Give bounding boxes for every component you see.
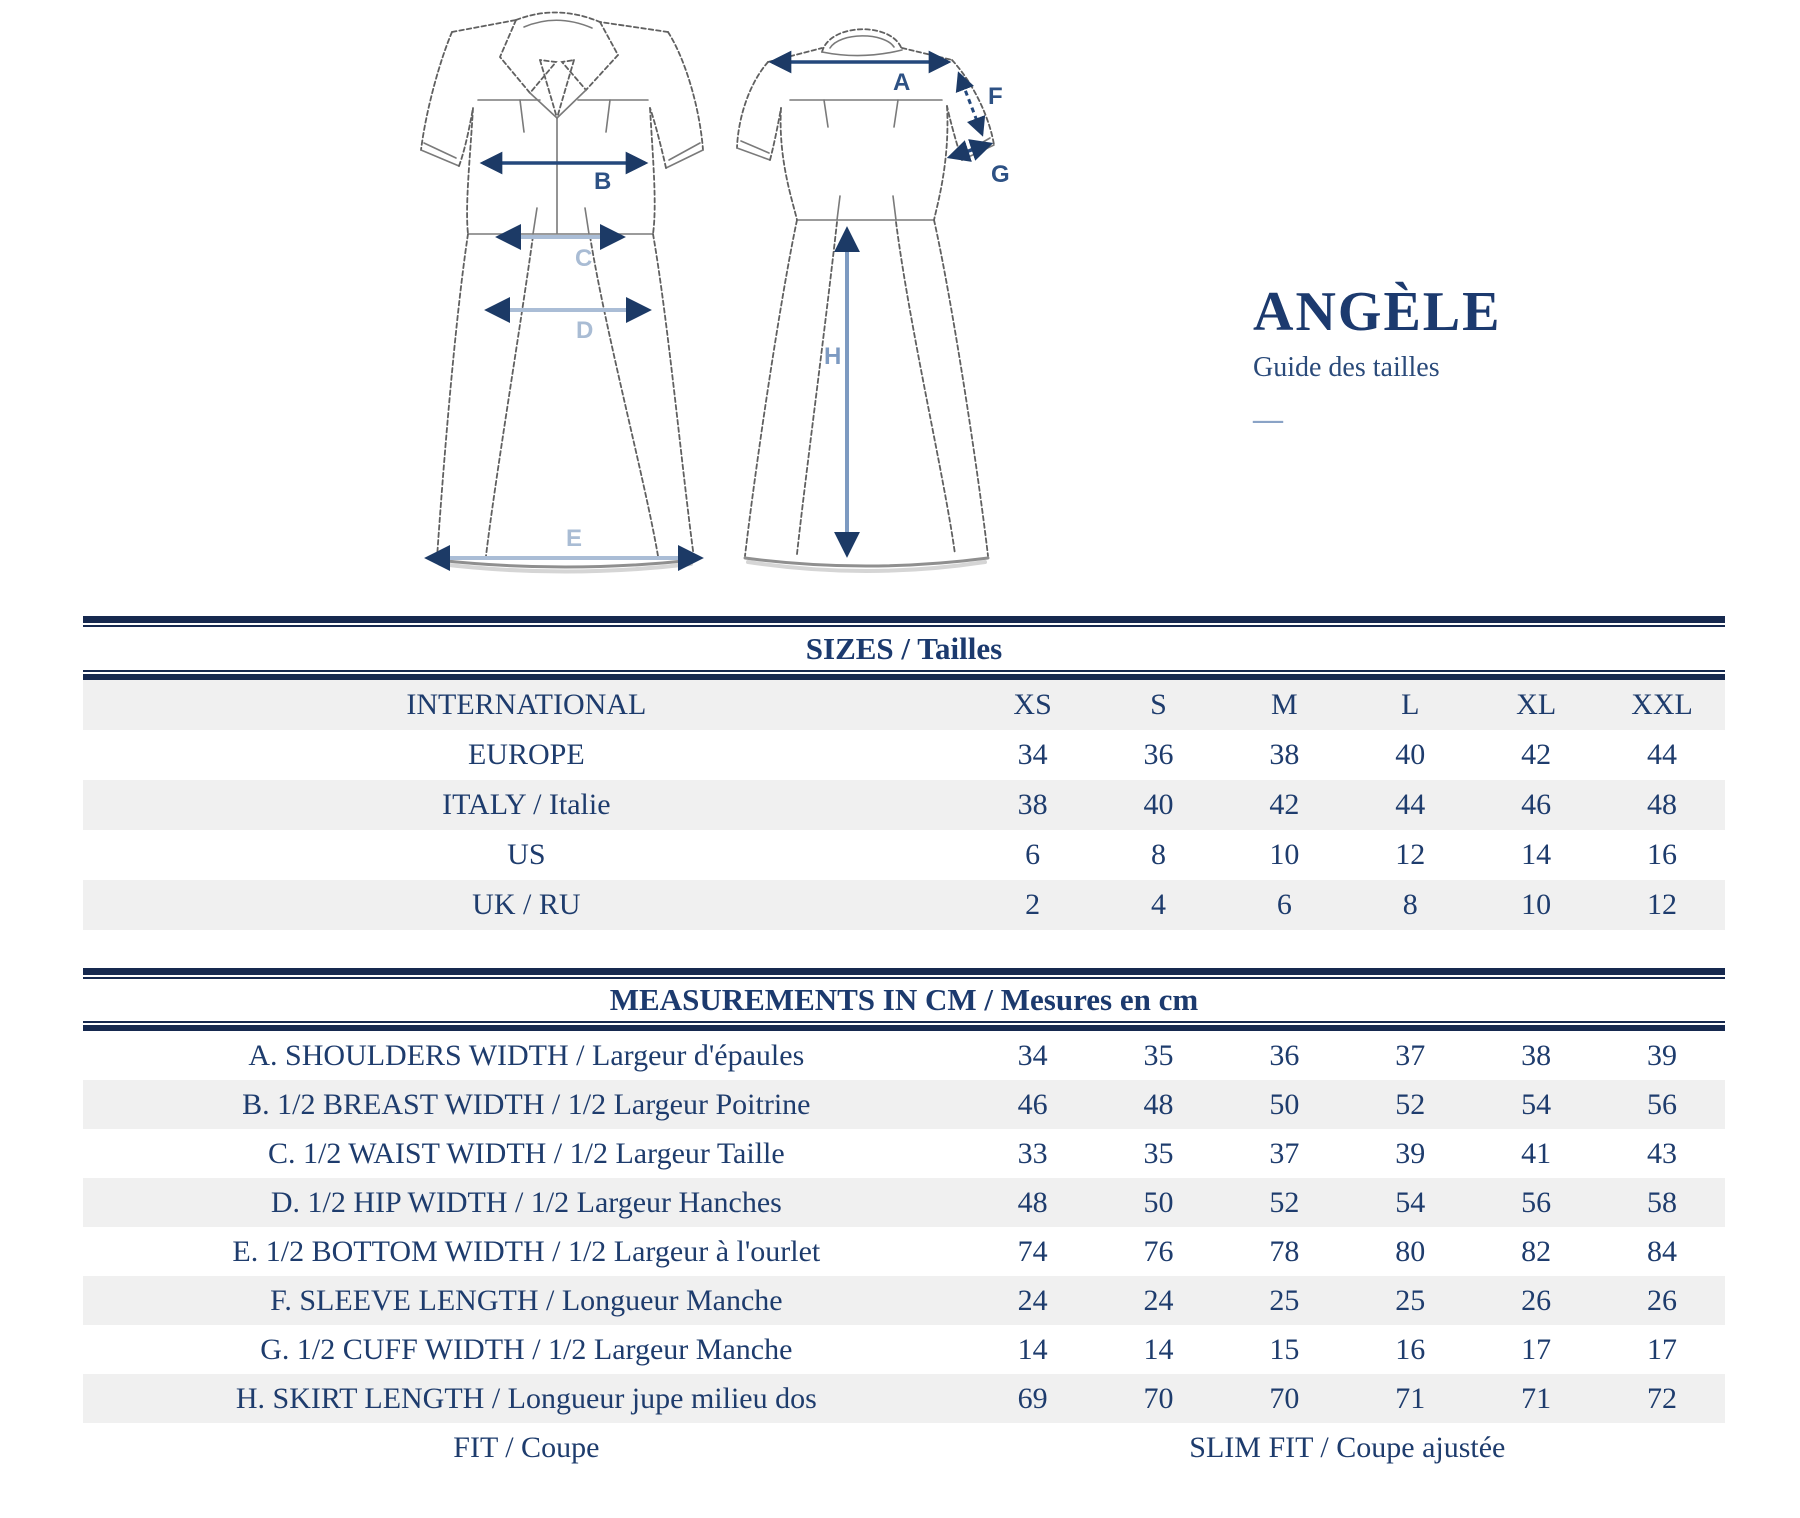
size-value: 14: [1521, 838, 1552, 871]
measure-value: 24: [1017, 1283, 1048, 1317]
size-value: 48: [1647, 788, 1678, 821]
size-value: 8: [1150, 838, 1166, 871]
measure-value: 50: [1269, 1087, 1300, 1121]
row-label: H. SKIRT LENGTH / Longueur jupe milieu dos: [235, 1381, 817, 1415]
row-label: E. 1/2 BOTTOM WIDTH / 1/2 Largeur à l'ourlet: [232, 1234, 821, 1268]
dress-back-illustration: [737, 29, 994, 571]
measure-value: 58: [1647, 1185, 1678, 1219]
size-value: 12: [1647, 888, 1678, 921]
measure-label-b: B: [594, 168, 612, 195]
measure-value: 46: [1017, 1087, 1048, 1121]
measure-value: 84: [1647, 1234, 1678, 1268]
row-label: A. SHOULDERS WIDTH / Largeur d'épaules: [248, 1038, 805, 1072]
measure-label-e: E: [566, 525, 583, 552]
measure-value: 38: [1521, 1038, 1552, 1072]
measure-value: 54: [1521, 1087, 1552, 1121]
size-value: 42: [1269, 788, 1300, 821]
measure-value: 36: [1269, 1038, 1300, 1072]
size-value: XL: [1516, 688, 1557, 721]
measure-value: 80: [1395, 1234, 1426, 1268]
measure-value: 37: [1395, 1038, 1426, 1072]
sizes-table-title: SIZES / Tailles: [805, 630, 1003, 666]
size-value: L: [1401, 688, 1420, 721]
measure-value: 48: [1143, 1087, 1174, 1121]
row-label: D. 1/2 HIP WIDTH / 1/2 Largeur Hanches: [270, 1185, 782, 1219]
measure-value: 15: [1269, 1332, 1300, 1366]
measure-arrow-f: [959, 74, 982, 134]
page-title: ANGÈLE: [1253, 281, 1502, 343]
size-value: 42: [1521, 738, 1552, 771]
table-row-uk-ru: [83, 880, 1725, 930]
measurements-table: [83, 968, 1725, 1472]
size-value: 12: [1395, 838, 1426, 871]
measure-value: 34: [1017, 1038, 1048, 1072]
measure-label-f: F: [988, 83, 1003, 110]
title-block: [1253, 283, 1502, 435]
measure-value: 33: [1017, 1136, 1048, 1170]
measure-value: 35: [1143, 1038, 1174, 1072]
measure-value: 74: [1017, 1234, 1048, 1268]
table-row-fit: [83, 1423, 1725, 1472]
size-value: 38: [1269, 738, 1300, 771]
measurements-table-title: MEASUREMENTS IN CM / Mesures en cm: [609, 982, 1199, 1017]
measure-value: 52: [1395, 1087, 1426, 1121]
size-value: 10: [1269, 838, 1300, 871]
measure-value: 56: [1647, 1087, 1678, 1121]
size-value: S: [1150, 688, 1167, 721]
size-value: XXL: [1631, 688, 1693, 721]
size-value: 38: [1017, 788, 1048, 821]
measure-value: 14: [1143, 1332, 1174, 1366]
table-row-europe: [83, 730, 1725, 780]
row-label: C. 1/2 WAIST WIDTH / 1/2 Largeur Taille: [267, 1136, 785, 1170]
measure-label-h: H: [824, 343, 842, 370]
measure-value: 56: [1521, 1185, 1552, 1219]
row-label: G. 1/2 CUFF WIDTH / 1/2 Largeur Manche: [260, 1332, 793, 1366]
measure-value: 70: [1269, 1381, 1300, 1415]
page-subtitle: Guide des tailles: [1253, 352, 1440, 383]
measure-value: 69: [1017, 1381, 1048, 1415]
measure-value: 48: [1017, 1185, 1048, 1219]
measure-value: 82: [1521, 1234, 1552, 1268]
size-value: 2: [1025, 888, 1041, 921]
measure-value: 76: [1143, 1234, 1174, 1268]
table-row-sleeve: [83, 1276, 1725, 1325]
measure-value: 25: [1395, 1283, 1426, 1317]
table-row-italy: [83, 780, 1725, 830]
measure-value: 14: [1017, 1332, 1048, 1366]
rule-top-measurements: [83, 968, 1725, 979]
row-label: US: [507, 838, 546, 871]
rule-top-sizes: [83, 616, 1725, 627]
measure-label-a: A: [893, 69, 911, 96]
table-row-shoulders: [83, 1031, 1725, 1080]
row-label: FIT / Coupe: [453, 1430, 600, 1464]
table-row-waist: [83, 1129, 1725, 1178]
size-value: 34: [1017, 738, 1048, 771]
fit-value: SLIM FIT / Coupe ajustée: [1189, 1430, 1506, 1464]
measure-label-d: D: [576, 317, 594, 344]
size-value: 36: [1143, 738, 1174, 771]
measure-value: 71: [1521, 1381, 1552, 1415]
measure-value: 26: [1521, 1283, 1552, 1317]
table-row-breast: [83, 1080, 1725, 1129]
dress-illustration: [360, 0, 1090, 590]
row-label: EUROPE: [467, 738, 585, 771]
table-row-us: [83, 830, 1725, 880]
size-value: 10: [1521, 888, 1552, 921]
size-value: 46: [1521, 788, 1552, 821]
table-row-skirt-length: [83, 1374, 1725, 1423]
size-value: 6: [1276, 888, 1292, 921]
measure-label-c: C: [575, 245, 593, 272]
measure-value: 52: [1269, 1185, 1300, 1219]
row-label: UK / RU: [472, 888, 581, 921]
measure-value: 24: [1143, 1283, 1174, 1317]
size-value: XS: [1013, 688, 1052, 721]
table-row-hip: [83, 1178, 1725, 1227]
size-value: 40: [1395, 738, 1426, 771]
measure-value: 35: [1143, 1136, 1174, 1170]
size-value: 44: [1395, 788, 1426, 821]
measure-value: 50: [1143, 1185, 1174, 1219]
measure-value: 26: [1647, 1283, 1678, 1317]
measure-value: 71: [1395, 1381, 1426, 1415]
row-label: B. 1/2 BREAST WIDTH / 1/2 Largeur Poitrine: [242, 1087, 811, 1121]
title-divider: —: [1253, 403, 1283, 436]
table-row-cuff: [83, 1325, 1725, 1374]
measure-value: 37: [1269, 1136, 1300, 1170]
measure-value: 16: [1395, 1332, 1426, 1366]
dress-front-illustration: [421, 12, 703, 571]
rule-header-measurements: [83, 1021, 1725, 1031]
measure-value: 17: [1647, 1332, 1678, 1366]
measure-label-g: G: [991, 161, 1010, 188]
table-row-international: [83, 680, 1725, 730]
measure-value: 25: [1269, 1283, 1300, 1317]
size-value: 4: [1150, 888, 1166, 921]
measure-value: 70: [1143, 1381, 1174, 1415]
table-row-bottom: [83, 1227, 1725, 1276]
measure-value: 39: [1395, 1136, 1426, 1170]
measure-value: 78: [1269, 1234, 1300, 1268]
rule-header-sizes: [83, 670, 1725, 680]
measure-value: 41: [1521, 1136, 1552, 1170]
row-label: INTERNATIONAL: [406, 688, 647, 721]
size-value: 8: [1402, 888, 1418, 921]
measure-value: 39: [1647, 1038, 1678, 1072]
sizes-table: [83, 616, 1725, 930]
row-label: ITALY / Italie: [442, 788, 611, 821]
measure-value: 43: [1647, 1136, 1678, 1170]
size-value: 6: [1025, 838, 1041, 871]
size-value: 40: [1143, 788, 1174, 821]
measure-value: 72: [1647, 1381, 1678, 1415]
size-value: 44: [1647, 738, 1678, 771]
tables-area: [83, 616, 1725, 1472]
measure-value: 17: [1521, 1332, 1552, 1366]
size-value: 16: [1647, 838, 1678, 871]
row-label: F. SLEEVE LENGTH / Longueur Manche: [270, 1283, 783, 1317]
measure-value: 54: [1395, 1185, 1426, 1219]
size-value: M: [1271, 688, 1298, 721]
